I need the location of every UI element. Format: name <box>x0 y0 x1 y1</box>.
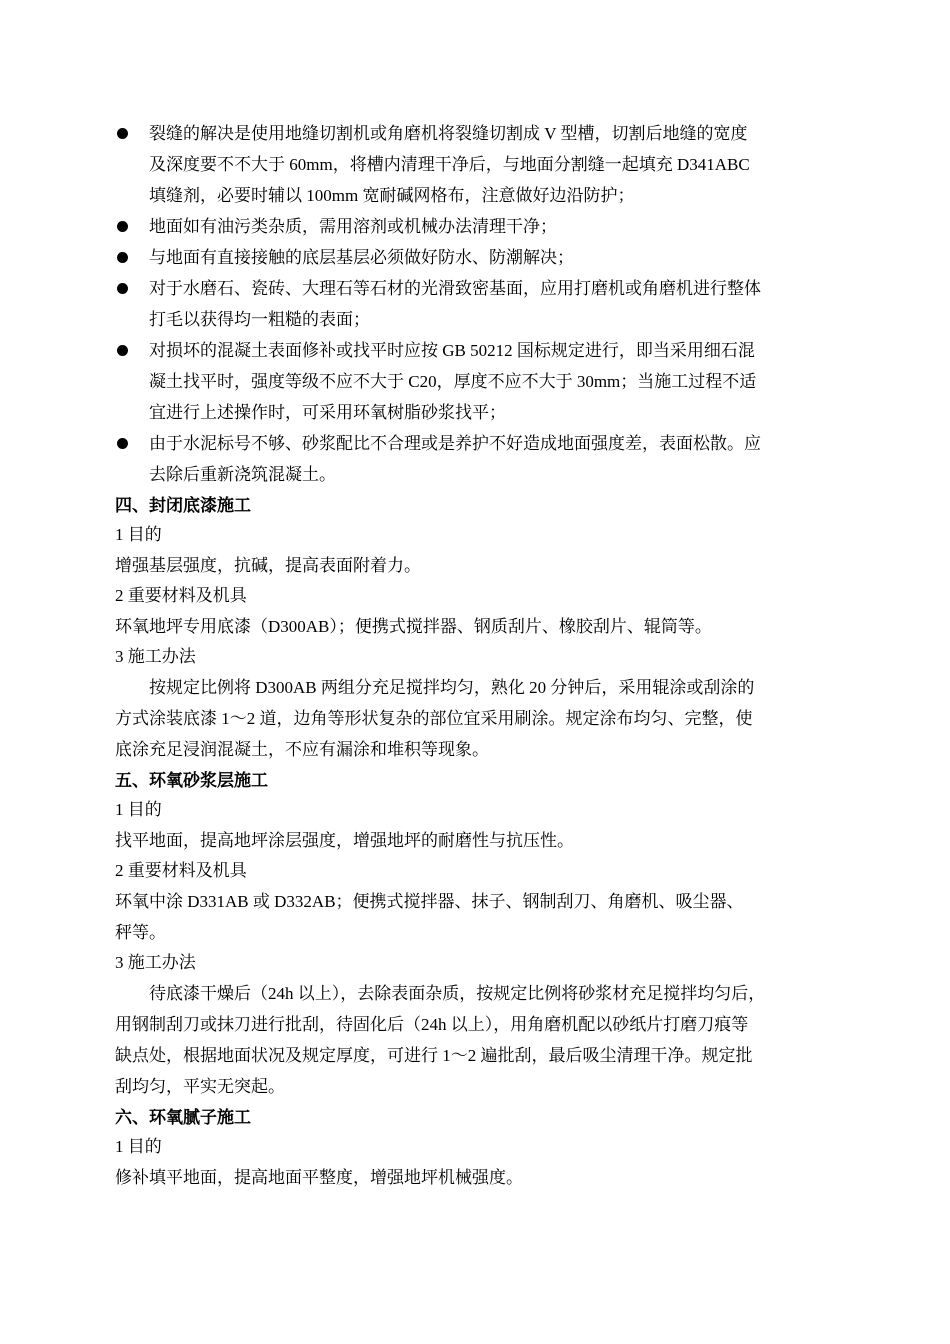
section-heading: 六、环氧腻子施工 <box>115 1108 251 1127</box>
subsection-label: 3 施工办法 <box>115 647 196 666</box>
bullet-dot-icon <box>117 252 128 263</box>
text-line: 及深度要不不大于 60mm，将槽内清理干净后，与地面分割缝一起填充 D341ABC <box>149 155 750 174</box>
paragraph: 找平地面，提高地坪涂层强度，增强地坪的耐磨性与抗压性。 <box>115 831 574 850</box>
text-line: 刮均匀，平实无突起。 <box>115 1077 285 1096</box>
paragraph: 环氧地坪专用底漆（D300AB）；便携式搅拌器、钢质刮片、橡胶刮片、辊筒等。 <box>115 617 712 636</box>
text-line: 底涂充足浸润混凝土，不应有漏涂和堆积等现象。 <box>115 740 489 759</box>
text-line: 对于水磨石、瓷砖、大理石等石材的光滑致密基面，应用打磨机或角磨机进行整体 <box>149 279 761 298</box>
bullet-item <box>115 273 855 335</box>
bullet-dot-icon <box>117 283 128 294</box>
subsection-label: 2 重要材料及机具 <box>115 586 247 605</box>
method-paragraph <box>115 672 855 765</box>
section-5 <box>115 766 855 1102</box>
subsection-label: 1 目的 <box>115 525 162 544</box>
paragraph: 增强基层强度，抗碱，提高表面附着力。 <box>115 556 421 575</box>
bullet-dot-icon <box>117 345 128 356</box>
bullet-item <box>115 242 855 273</box>
bullet-dot-icon <box>117 128 128 139</box>
text-line: 缺点处，根据地面状况及规定厚度，可进行 1～2 遍批刮，最后吸尘清理干净。规定批 <box>115 1046 753 1065</box>
text-line: 地面如有油污类杂质，需用溶剂或机械办法清理干净； <box>149 217 557 236</box>
text-line: 凝土找平时，强度等级不应不大于 C20，厚度不应不大于 30mm；当施工过程不适 <box>149 372 757 391</box>
text-line: 打毛以获得均一粗糙的表面； <box>149 310 370 329</box>
text-line: 宜进行上述操作时，可采用环氧树脂砂浆找平； <box>149 403 506 422</box>
section-6 <box>115 1103 855 1193</box>
subsection-label: 2 重要材料及机具 <box>115 861 247 880</box>
method-paragraph <box>115 978 855 1102</box>
text-line: 待底漆干燥后（24h 以上），去除表面杂质，按规定比例将砂浆材充足搅拌均匀后， <box>149 984 766 1003</box>
text-line: 与地面有直接接触的底层基层必须做好防水、防潮解决； <box>149 248 574 267</box>
section-4 <box>115 491 855 765</box>
bullet-dot-icon <box>117 438 128 449</box>
text-line: 按规定比例将 D300AB 两组分充足搅拌均匀，熟化 20 分钟后，采用辊涂或刮涂的 <box>149 678 755 697</box>
text-line: 对损坏的混凝土表面修补或找平时应按 GB 50212 国标规定进行，即当采用细石混 <box>149 341 755 360</box>
text-line: 秤等。 <box>115 923 166 942</box>
text-line: 环氧中涂 D331AB 或 D332AB；便携式搅拌器、抹子、钢制刮刀、角磨机、吸尘器、 <box>115 892 744 911</box>
subsection-label: 1 目的 <box>115 1137 162 1156</box>
text-line: 裂缝的解决是使用地缝切割机或角磨机将裂缝切割成 V 型槽，切割后地缝的宽度 <box>149 124 748 143</box>
bullet-item <box>115 211 855 242</box>
document-page <box>115 118 855 1193</box>
section-heading: 四、封闭底漆施工 <box>115 496 251 515</box>
text-line: 用钢制刮刀或抹刀进行批刮，待固化后（24h 以上），用角磨机配以砂纸片打磨刀痕等 <box>115 1015 749 1034</box>
bullet-item <box>115 428 855 490</box>
bullet-item <box>115 118 855 211</box>
materials-paragraph <box>115 886 855 948</box>
bullet-list <box>115 118 855 490</box>
text-line: 去除后重新浇筑混凝土。 <box>149 465 336 484</box>
text-line: 由于水泥标号不够、砂浆配比不合理或是养护不好造成地面强度差，表面松散。应 <box>149 434 761 453</box>
subsection-label: 3 施工办法 <box>115 953 196 972</box>
subsection-label: 1 目的 <box>115 800 162 819</box>
text-line: 填缝剂，必要时辅以 100mm 宽耐碱网格布，注意做好边沿防护； <box>149 186 635 205</box>
bullet-dot-icon <box>117 221 128 232</box>
paragraph: 修补填平地面，提高地面平整度，增强地坪机械强度。 <box>115 1168 523 1187</box>
text-line: 方式涂装底漆 1～2 道，边角等形状复杂的部位宜采用刷涂。规定涂布均匀、完整，使 <box>115 709 753 728</box>
bullet-item <box>115 335 855 428</box>
section-heading: 五、环氧砂浆层施工 <box>115 771 268 790</box>
